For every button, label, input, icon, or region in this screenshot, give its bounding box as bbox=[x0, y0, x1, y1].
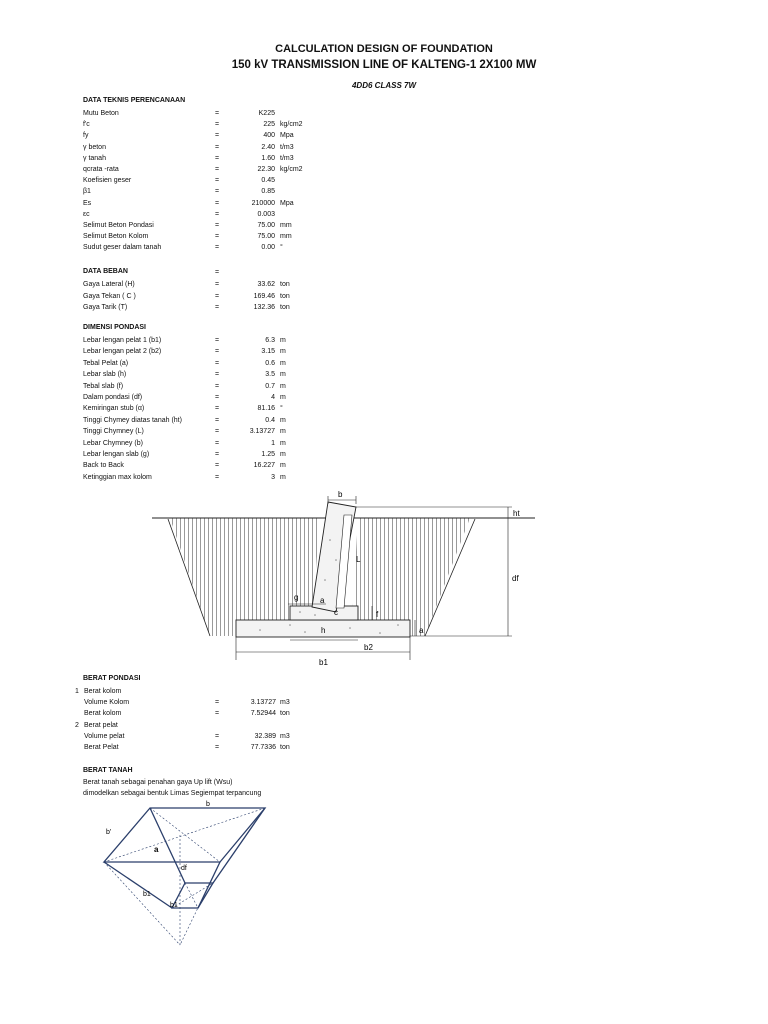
label-a-small: a bbox=[320, 596, 325, 605]
teknis-unit: Mpa bbox=[280, 199, 294, 207]
foundation-section-diagram bbox=[150, 488, 540, 670]
teknis-value: 0.85 bbox=[261, 188, 275, 196]
dimensi-value: 1.25 bbox=[261, 451, 275, 458]
dimensi-value: 16.227 bbox=[253, 462, 275, 470]
teknis-unit: t/m3 bbox=[280, 154, 294, 162]
dimensi-label: Lebar slab (h) bbox=[83, 371, 127, 379]
teknis-eq: = bbox=[215, 177, 220, 185]
teknis-eq: = bbox=[215, 154, 220, 162]
teknis-eq: = bbox=[215, 143, 220, 151]
teknis-value: 22.30 bbox=[257, 166, 275, 173]
beban-value: 169.46 bbox=[253, 292, 275, 300]
dimensi-eq: = bbox=[215, 359, 220, 367]
dimensi-eq: = bbox=[215, 439, 220, 447]
berat-pondasi-label: Volume pelat bbox=[84, 732, 125, 740]
teknis-eq: = bbox=[215, 210, 220, 218]
label-b2: b2 bbox=[364, 643, 373, 652]
label-b1: b1 bbox=[319, 658, 328, 667]
teknis-unit: mm bbox=[280, 222, 292, 229]
dimensi-unit: m bbox=[280, 382, 286, 390]
teknis-unit: mm bbox=[280, 233, 292, 241]
beban-label: Gaya Lateral (H) bbox=[83, 281, 135, 288]
beban-value: 33.62 bbox=[257, 281, 275, 288]
berat-pondasi-label: Berat kolom bbox=[84, 688, 122, 695]
pyr-label-b1: b1 bbox=[170, 902, 178, 909]
berat-pondasi-value: 7.52944 bbox=[250, 710, 276, 718]
dimensi-unit: m bbox=[280, 428, 286, 436]
dimensi-eq: = bbox=[215, 416, 220, 424]
document-title: CALCULATION DESIGN OF FOUNDATION bbox=[275, 43, 493, 55]
teknis-label: Koefisien geser bbox=[83, 177, 132, 185]
dimensi-value: 0.4 bbox=[265, 416, 275, 424]
pyr-label-b: b bbox=[206, 801, 210, 808]
berat-tanah-desc-2: dimodelkan sebagai bentuk Limas Segiempat terpancung bbox=[83, 790, 262, 797]
teknis-unit: Mpa bbox=[280, 132, 294, 140]
teknis-label: β1 bbox=[83, 188, 91, 196]
berat-pondasi-unit: m3 bbox=[280, 732, 290, 740]
dimensi-eq: = bbox=[215, 394, 220, 401]
section-berat-tanah: BERAT TANAH bbox=[83, 767, 133, 774]
teknis-eq: = bbox=[215, 233, 220, 241]
teknis-value: 400 bbox=[263, 132, 275, 140]
label-b: b bbox=[338, 490, 343, 499]
teknis-value: K225 bbox=[258, 110, 275, 117]
label-f: f bbox=[376, 610, 379, 619]
label-df: df bbox=[512, 574, 519, 583]
teknis-label: εc bbox=[83, 210, 90, 218]
section-berat-pondasi: BERAT PONDASI bbox=[83, 675, 141, 682]
teknis-eq: = bbox=[215, 110, 220, 117]
beban-unit: ton bbox=[280, 292, 290, 300]
beban-eq: = bbox=[215, 281, 220, 288]
document-subtitle: 150 kV TRANSMISSION LINE OF KALTENG-1 2X100 MW bbox=[231, 59, 537, 71]
dimensi-eq: = bbox=[215, 337, 220, 344]
teknis-label: f'c bbox=[83, 121, 90, 129]
dimensi-value: 3 bbox=[271, 473, 275, 481]
berat-pondasi-unit: ton bbox=[280, 710, 290, 718]
dimensi-eq: = bbox=[215, 382, 220, 390]
dimensi-eq: = bbox=[215, 371, 220, 379]
beban-label: Gaya Tarik (T) bbox=[83, 304, 128, 311]
pyr-label-a: a bbox=[154, 845, 159, 854]
berat-pondasi-unit: m3 bbox=[280, 699, 290, 707]
dimensi-eq: = bbox=[215, 405, 220, 413]
section-dimensi-pondasi: DIMENSI PONDASI bbox=[83, 324, 147, 331]
berat-pondasi-eq: = bbox=[215, 710, 220, 718]
beban-unit: ton bbox=[280, 281, 290, 288]
dimensi-value: 3.15 bbox=[261, 348, 275, 356]
dimensi-value: 4 bbox=[271, 394, 275, 401]
dimensi-unit: m bbox=[280, 439, 286, 447]
teknis-label: Selimut Beton Kolom bbox=[83, 233, 149, 241]
label-a: a bbox=[419, 626, 424, 635]
dimensi-label: Tinggi Chymney (L) bbox=[83, 428, 144, 436]
teknis-eq: = bbox=[215, 166, 220, 173]
pyramid-construction-lines bbox=[104, 808, 265, 945]
teknis-eq: = bbox=[215, 121, 220, 129]
dimensi-value: 81.16 bbox=[257, 405, 275, 413]
dimensi-unit: m bbox=[280, 348, 286, 356]
berat-pondasi-label: Berat kolom bbox=[84, 710, 122, 718]
teknis-value: 2.40 bbox=[261, 143, 275, 151]
berat-pondasi-label: Volume Kolom bbox=[84, 699, 130, 707]
dimensi-eq: = bbox=[215, 451, 220, 458]
dimensi-eq: = bbox=[215, 348, 220, 356]
dimensi-label: Lebar lengan pelat 1 (b1) bbox=[83, 337, 162, 344]
dimensi-eq: = bbox=[215, 473, 220, 481]
berat-pondasi-eq: = bbox=[215, 732, 220, 740]
berat-pondasi-eq: = bbox=[215, 744, 220, 751]
beban-eq-sign: = bbox=[215, 269, 220, 276]
dimensi-unit: m bbox=[280, 371, 286, 379]
dimensi-unit: m bbox=[280, 337, 286, 344]
dimensi-eq: = bbox=[215, 428, 220, 436]
berat-pondasi-value: 77.7336 bbox=[250, 744, 276, 751]
section-data-teknis: DATA TEKNIS PERENCANAAN bbox=[83, 97, 186, 104]
teknis-eq: = bbox=[215, 188, 220, 196]
berat-pondasi-value: 32.389 bbox=[254, 732, 276, 740]
tower-type: 4DD6 CLASS 7W bbox=[351, 81, 416, 90]
label-h: h bbox=[321, 626, 326, 635]
teknis-value: 75.00 bbox=[257, 233, 275, 241]
label-ht: ht bbox=[513, 509, 520, 518]
teknis-label: Mutu Beton bbox=[83, 110, 119, 117]
teknis-label: fy bbox=[83, 132, 89, 140]
teknis-unit: ° bbox=[280, 244, 283, 252]
beban-unit: ton bbox=[280, 304, 290, 311]
dimensi-label: Kemiringan stub (α) bbox=[83, 405, 145, 413]
dimensi-eq: = bbox=[215, 462, 220, 470]
dimensi-value: 1 bbox=[271, 439, 275, 447]
dimensi-label: Tebal slab (f) bbox=[83, 382, 124, 390]
teknis-label: Es bbox=[83, 199, 92, 207]
pyramid-edges bbox=[104, 808, 265, 908]
dimensi-unit: m bbox=[280, 451, 286, 458]
dimensi-label: Lebar lengan pelat 2 (b2) bbox=[83, 348, 162, 356]
dimensi-unit: m bbox=[280, 462, 286, 470]
dimensi-label: Tinggi Chymey diatas tanah (ht) bbox=[83, 416, 182, 424]
dimensi-value: 3.5 bbox=[265, 371, 275, 379]
section-data-beban: DATA BEBAN bbox=[83, 268, 128, 275]
berat-pondasi-value: 3.13727 bbox=[250, 699, 276, 707]
berat-pondasi-num: 2 bbox=[75, 721, 79, 729]
berat-pondasi-label: Berat pelat bbox=[84, 721, 118, 729]
berat-pondasi-num: 1 bbox=[75, 688, 79, 695]
truncated-pyramid-diagram bbox=[100, 798, 275, 950]
teknis-unit: t/m3 bbox=[280, 143, 294, 151]
teknis-label: Sudut geser dalam tanah bbox=[83, 244, 162, 252]
dimensi-label: Lebar Chymney (b) bbox=[83, 439, 143, 447]
teknis-unit: kg/cm2 bbox=[280, 166, 303, 173]
berat-pondasi-unit: ton bbox=[280, 744, 290, 751]
label-l: L bbox=[356, 555, 361, 564]
pyr-label-df: df bbox=[181, 865, 187, 872]
dimensi-label: Dalam pondasi (df) bbox=[83, 394, 143, 401]
teknis-value: 0.00 bbox=[261, 244, 275, 252]
dimensi-label: Lebar lengan slab (g) bbox=[83, 451, 150, 458]
teknis-eq: = bbox=[215, 244, 220, 252]
dimensi-unit: m bbox=[280, 359, 286, 367]
dimensi-unit: m bbox=[280, 416, 286, 424]
teknis-eq: = bbox=[215, 199, 220, 207]
berat-tanah-desc-1: Berat tanah sebagai penahan gaya Up lift (Wsu) bbox=[83, 779, 233, 786]
dimensi-label: Back to Back bbox=[83, 462, 124, 470]
dimensi-label: Tebal Pelat (a) bbox=[83, 359, 129, 367]
teknis-value: 225 bbox=[263, 121, 275, 129]
label-g: g bbox=[294, 593, 299, 602]
dimensi-label: Ketinggian max kolom bbox=[83, 473, 152, 481]
label-c: c bbox=[334, 608, 338, 617]
teknis-value: 0.45 bbox=[261, 177, 275, 185]
dimensi-unit: m bbox=[280, 473, 286, 481]
dimensi-unit: m bbox=[280, 394, 286, 401]
pyr-label-bp: b' bbox=[106, 829, 112, 836]
teknis-value: 1.60 bbox=[261, 154, 275, 162]
teknis-label: qcrata -rata bbox=[83, 166, 119, 173]
beban-value: 132.36 bbox=[253, 304, 275, 311]
teknis-label: γ beton bbox=[83, 143, 106, 151]
dimensi-value: 0.6 bbox=[265, 359, 275, 367]
teknis-label: γ tanah bbox=[83, 154, 106, 162]
dimensi-value: 6.3 bbox=[265, 337, 275, 344]
berat-pondasi-label: Berat Pelat bbox=[84, 744, 119, 751]
teknis-eq: = bbox=[215, 132, 220, 140]
dimensi-unit: ° bbox=[280, 405, 283, 413]
berat-pondasi-eq: = bbox=[215, 699, 220, 707]
dimensi-value: 0.7 bbox=[265, 382, 275, 390]
teknis-label: Selimut Beton Pondasi bbox=[83, 222, 154, 229]
teknis-value: 0.003 bbox=[257, 210, 275, 218]
beban-eq: = bbox=[215, 304, 220, 311]
beban-label: Gaya Tekan ( C ) bbox=[83, 292, 136, 300]
teknis-value: 75.00 bbox=[257, 222, 275, 229]
teknis-eq: = bbox=[215, 222, 220, 229]
teknis-value: 210000 bbox=[251, 199, 275, 207]
beban-eq: = bbox=[215, 292, 220, 300]
teknis-unit: kg/cm2 bbox=[280, 121, 303, 129]
pyr-label-b1-left: b1 bbox=[143, 891, 151, 898]
dimensi-value: 3.13727 bbox=[249, 428, 275, 436]
